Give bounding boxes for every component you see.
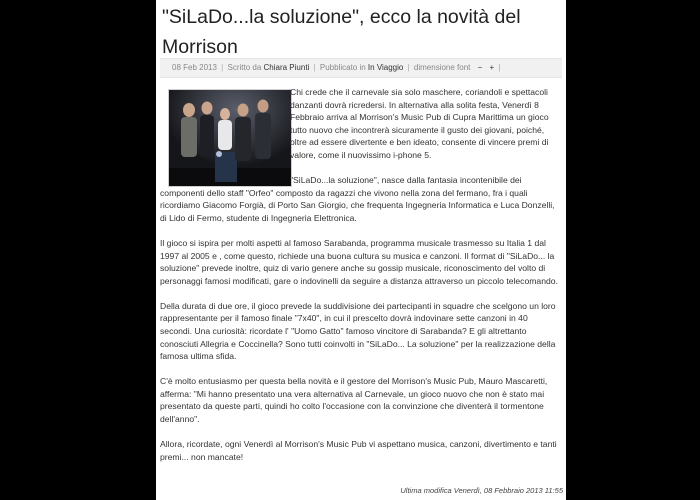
written-by-label: Scritto da [227,63,262,72]
article-meta-bar [160,58,562,78]
article-title[interactable]: "SiLaDo...la soluzione", ecco la novità del Morrison [162,6,521,58]
photo-spacer [160,86,290,186]
article-paragraph: Allora, ricordate, ogni Venerdì al Morrison's Music Pub vi aspettano musica, canzoni, divertimento e tanti premi... non mancate! [160,439,557,462]
meta-separator: | [313,63,316,72]
article-paragraph: "SiLaDo...la soluzione", nasce dalla fantasia incontenibile dei componenti dello staff "Orfeo" composto da ragazzi che vivono nella zona del fermano, fra i quali ricordiamo Giacomo Forgià, di Porto San Giorgio, che frequenta Ingegneria Informatica e Luca Donzelli, di Lido di Fermo, studente di Ingegneria Elettronica. [160,175,555,223]
article-page [156,0,566,500]
published-in-label: Pubblicato in [319,63,366,72]
meta-separator: | [407,63,410,72]
publish-date: 08 Feb 2013 [172,63,217,72]
font-decrease-button[interactable]: − [477,63,483,72]
meta-separator: | [221,63,224,72]
last-modified-note: Ultima modifica Venerdì, 08 Febbraio 2013 11:55 [400,486,563,495]
font-size-label: dimensione font [413,63,471,72]
meta-separator: | [498,63,501,72]
article-paragraph: Della durata di due ore, il gioco prevede la suddivisione dei partecipanti in squadre che scelgono un loro rappresentante per il famoso finale "7x40", in cui il prescelto dovrà indovinare sette canzoni in 40 secondi. Una curiosità: ricordate l' "Uomo Gatto" famoso vincitore di Sarabanda? E gli altrettanto conosciuti Allegria e Coccinella? Sono tutti coinvolti in "SiLaDo... La soluzione" per la realizzazione della famosa ultima sfida. [160,300,556,362]
article-body [160,86,560,476]
article-paragraph: C'è molto entusiasmo per questa bella novità e il gestore del Morrison's Music Pub, Mauro Mascaretti, afferma: "Mi hanno presentato una vera alternativa al Carnevale, un gioco nuovo che non è stato mai presentato da queste parti, quindi ho colto l'occasione con la convinzione che diventerà il tormentone dell'anno". [160,376,548,425]
font-increase-button[interactable]: + [489,63,495,72]
article-paragraph: Il gioco si ispira per molti aspetti al famoso Sarabanda, programma musicale trasmesso su Italia 1 dal 1997 al 2005 e , come questo, richiede una buona cultura su musica e canzoni. Il format di "SiLaDo... la soluzione" prevede inoltre, quiz di vario genere anche su gossip musicale, riconoscimento del volto di personaggi famosi modificati, gare o indovinelli da seguire a distanza attraverso un piccolo telecomando. [160,237,558,286]
article-paragraph: Chi crede che il carnevale sia solo maschere, coriandoli e spettacoli danzanti dovrà ricredersi. In alternativa alla solita festa, Venerdì 8 Febbraio arriva al Morrison's Music Pub di Cupra Marittima un gioco tutto nuovo che incontrerà sicuramente il gusto dei giovani, poiché, oltre ad essere divertente e ben ideato, consente di vincere premi di valore, come il nuovissimo i-phone 5. [290,87,549,160]
author-link[interactable]: Chiara Piunti [263,63,310,72]
category-link[interactable]: In Viaggio [367,63,404,72]
